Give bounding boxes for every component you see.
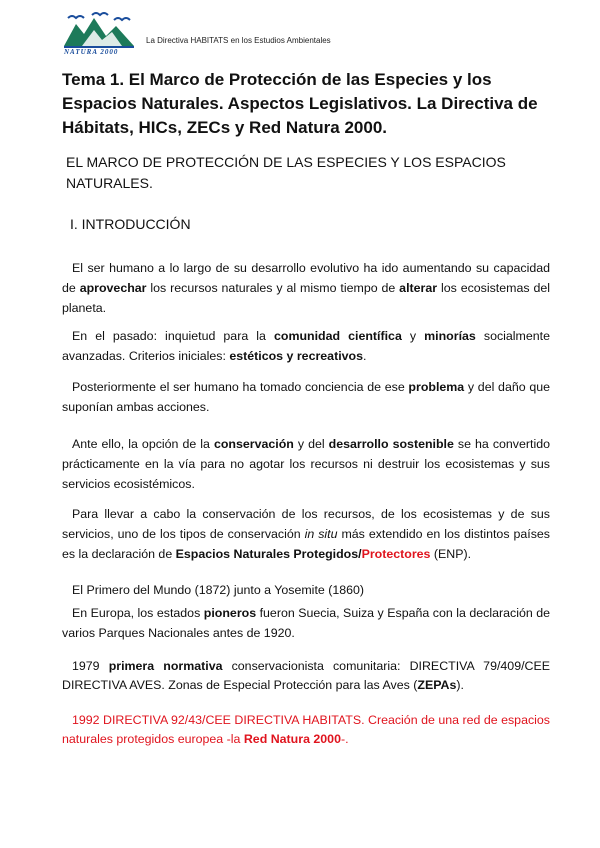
paragraph-3: Posteriormente el ser humano ha tomado conciencia de ese problema y del daño que suponían ambas acciones. (62, 380, 550, 414)
paragraph-2: En el pasado: inquietud para la comunidad científica y minorías socialmente avanzadas. Criterios iniciales: estéticos y recreativos. (62, 329, 550, 363)
paragraph-7: En Europa, los estados pioneros fueron Suecia, Suiza y España con la declaración de varios Parques Nacionales antes de 1920. (62, 606, 551, 640)
chapter-heading: EL MARCO DE PROTECCIÓN DE LAS ESPECIES Y LOS ESPACIOS NATURALES. (66, 154, 506, 191)
paragraph-4: Ante ello, la opción de la conservación y del desarrollo sostenible se ha convertido prácticamente en la vía para no agotar los recursos ni destruir los ecosistemas y sus servicios ecosistémicos. (62, 437, 550, 491)
document-title: Tema 1. El Marco de Protección de las Especies y los Espacios Naturales. Aspectos Legislativos. La Directiva de Hábitats, HICs, ZECs y Red Natura 2000. (62, 70, 538, 137)
running-header: La Directiva HABITATS en los Estudios Ambientales (146, 36, 331, 45)
paragraph-9: 1992 DIRECTIVA 92/43/CEE DIRECTIVA HABITATS. Creación de una red de espacios naturales protegidos europea -la Red Natura 2000-. (62, 713, 550, 746)
logo-caption: NATURA 2000 (64, 48, 119, 56)
section-heading: I. INTRODUCCIÓN (70, 216, 191, 232)
paragraph-5: Para llevar a cabo la conservación de los recursos, de los ecosistemas y de sus servicios, uno de los tipos de conservación in situ más extendido en los distintos países es la declaración de Espacios Naturales Protegidos/Protectores (ENP). (62, 507, 550, 561)
paragraph-6: El Primero del Mundo (1872) junto a Yosemite (1860) (72, 583, 365, 597)
paragraph-1: El ser humano a lo largo de su desarrollo evolutivo ha ido aumentando su capacidad de aprovechar los recursos naturales y al mismo tiempo de alterar los ecosistemas del planeta. (62, 261, 550, 315)
paragraph-8: 1979 primera normativa conservacionista comunitaria: DIRECTIVA 79/409/CEE DIRECTIVA AVES. Zonas de Especial Protección para las Aves (ZEPAs). (62, 659, 551, 692)
